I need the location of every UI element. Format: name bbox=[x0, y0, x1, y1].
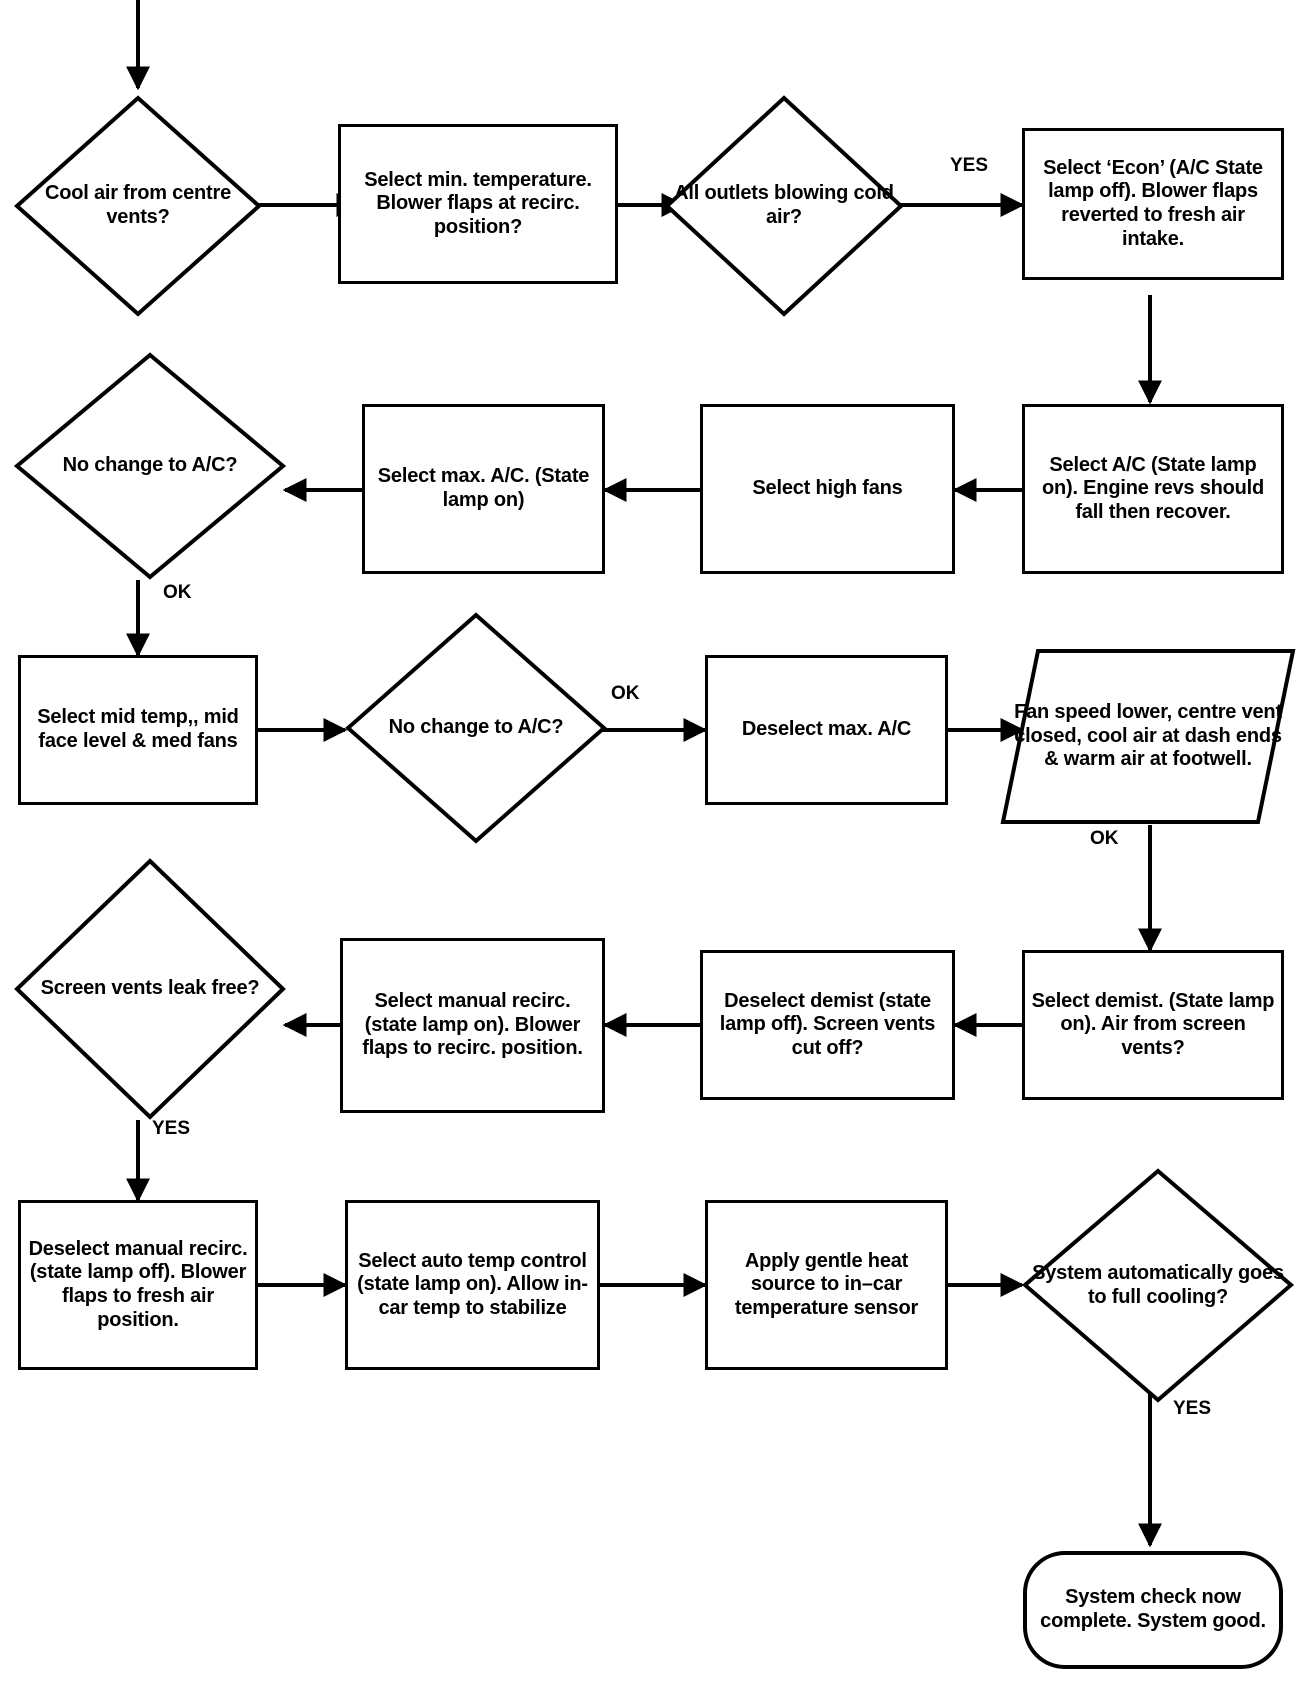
decision-no-change-to-ac-2[interactable] bbox=[345, 612, 607, 844]
node-label: Cool air from centre vents? bbox=[44, 182, 232, 228]
process-select-demist[interactable] bbox=[1022, 950, 1284, 1100]
process-select-econ[interactable] bbox=[1022, 128, 1284, 280]
node-label: Deselect manual recirc. (state lamp off). Blower flaps to fresh air position. bbox=[28, 1237, 248, 1331]
node-label: Select ‘Econ’ (A/C State lamp off). Blower flaps reverted to fresh air intake. bbox=[1043, 156, 1263, 250]
decision-no-change-to-ac-1[interactable] bbox=[14, 352, 286, 580]
process-deselect-manual-recirc[interactable] bbox=[18, 1200, 258, 1370]
terminator-system-check-complete[interactable] bbox=[1022, 1550, 1284, 1670]
process-apply-gentle-heat-source[interactable] bbox=[705, 1200, 948, 1370]
edge-label-yes-3: YES bbox=[1173, 1398, 1212, 1419]
edge-label-ok-2: OK bbox=[611, 683, 640, 704]
node-label: Screen vents leak free? bbox=[40, 977, 260, 1000]
node-label: Select A/C (State lamp on). Engine revs should fall then recover. bbox=[1041, 453, 1265, 523]
node-label: Apply gentle heat source to in–car temperature sensor bbox=[734, 1249, 919, 1319]
process-select-auto-temp-control[interactable] bbox=[345, 1200, 600, 1370]
process-deselect-max-ac[interactable] bbox=[705, 655, 948, 805]
node-label: Select auto temp control (state lamp on). Allow in-car temp to stabilize bbox=[357, 1249, 588, 1319]
process-select-manual-recirc[interactable] bbox=[340, 938, 605, 1113]
node-label: Select mid temp,, mid face level & med fans bbox=[37, 706, 239, 752]
edge-label-ok-1: OK bbox=[163, 582, 192, 603]
process-select-ac-state-lamp-on[interactable] bbox=[1022, 404, 1284, 574]
process-select-mid-temp[interactable] bbox=[18, 655, 258, 805]
process-select-high-fans[interactable] bbox=[700, 404, 955, 574]
process-select-min-temperature[interactable] bbox=[338, 124, 618, 284]
node-label: Deselect demist (state lamp off). Screen vents cut off? bbox=[719, 989, 936, 1059]
process-select-max-ac[interactable] bbox=[362, 404, 605, 574]
node-label: System check now complete. System good. bbox=[1040, 1586, 1266, 1632]
node-label: Select manual recirc. (state lamp on). Blower flaps to recirc. position. bbox=[362, 990, 583, 1060]
decision-cool-air-centre-vents[interactable] bbox=[14, 95, 262, 317]
data-fan-speed-lower[interactable] bbox=[1000, 648, 1296, 825]
node-label: No change to A/C? bbox=[388, 716, 564, 739]
node-label: Select max. A/C. (State lamp on) bbox=[377, 465, 590, 511]
node-label: Select min. temperature. Blower flaps at recirc. position? bbox=[364, 168, 592, 238]
node-label: Select demist. (State lamp on). Air from screen vents? bbox=[1031, 989, 1275, 1059]
decision-screen-vents-leak-free[interactable] bbox=[14, 858, 286, 1120]
edge-label-ok-3: OK bbox=[1090, 828, 1119, 849]
node-label: Select high fans bbox=[752, 477, 903, 500]
node-label: Deselect max. A/C bbox=[741, 718, 912, 741]
node-label: Fan speed lower, centre vent closed, cool air at dash ends & warm air at footwell. bbox=[1014, 701, 1282, 771]
decision-system-goes-to-full-cooling[interactable] bbox=[1022, 1168, 1294, 1403]
edge-label-yes-2: YES bbox=[152, 1118, 191, 1139]
decision-all-outlets-blowing-cold-air[interactable] bbox=[664, 95, 904, 317]
edge-label-yes-1: YES bbox=[950, 155, 989, 176]
node-label: All outlets blowing cold air? bbox=[674, 182, 894, 228]
process-deselect-demist[interactable] bbox=[700, 950, 955, 1100]
node-label: System automatically goes to full cooling? bbox=[1032, 1261, 1284, 1308]
node-label: No change to A/C? bbox=[62, 454, 238, 477]
